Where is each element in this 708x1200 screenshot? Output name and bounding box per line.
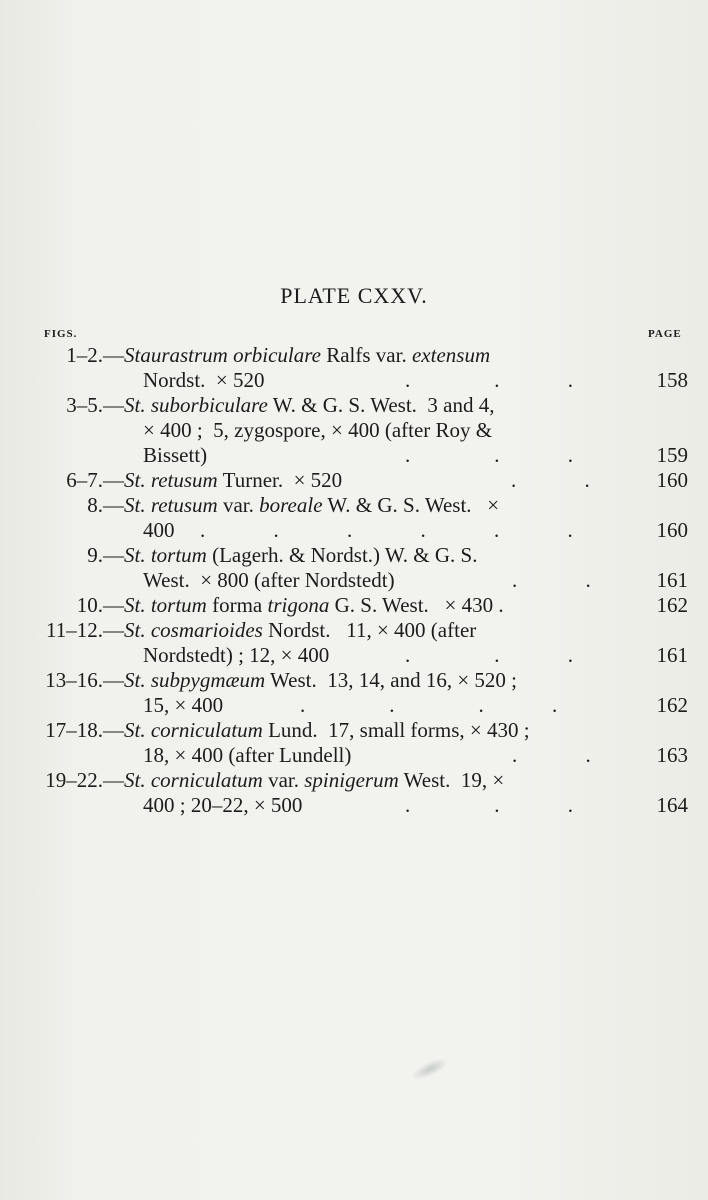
entry-text: St. subpygmæum West. 13, 14, and 16, × 520 ;	[124, 668, 518, 692]
entry-text: St. suborbiculare W. & G. S. West. 3 and 4,	[124, 393, 495, 417]
entry-text: St. cosmarioides Nordst. 11, × 400 (after	[124, 618, 477, 642]
entry-text-continued: 15, × 400	[143, 693, 224, 717]
leader-dots: . . .	[405, 368, 573, 392]
page-number: 161	[656, 568, 688, 592]
figure-list	[0, 343, 708, 818]
leader-dots: . . . .	[300, 693, 558, 717]
figure-number: 10.—	[76, 593, 124, 617]
plate-title: PLATE CXXV.	[280, 283, 428, 308]
entry-text-continued: Nordstedt) ; 12, × 400	[143, 643, 330, 667]
leader-dots: . . . . . .	[200, 518, 573, 542]
figure-number: 13–16.—	[45, 668, 124, 692]
figure-entry	[0, 493, 708, 543]
leader-dots: . .	[512, 568, 591, 592]
figure-entry	[0, 668, 708, 718]
figure-number: 19–22.—	[45, 768, 124, 792]
figure-number: 1–2.—	[66, 343, 124, 367]
figure-entry	[0, 393, 708, 468]
page-column-header: PAGE	[648, 328, 682, 340]
entry-text: St. tortum (Lagerh. & Nordst.) W. & G. S.	[124, 543, 478, 567]
figure-entry	[0, 593, 708, 618]
entry-text: St. corniculatum var. spinigerum West. 19, ×	[124, 768, 505, 792]
page-number: 162	[656, 693, 688, 717]
page-number: 161	[656, 643, 688, 667]
page-number: 159	[656, 443, 688, 467]
figs-column-header: FIGS.	[44, 328, 78, 340]
entry-text-continued: 400 ; 20–22, × 500	[143, 793, 303, 817]
entry-text-continued: 18, × 400 (after Lundell)	[143, 743, 352, 767]
page-number: 160	[656, 468, 688, 492]
page-number: 160	[656, 518, 688, 542]
entry-text-continued: West. × 800 (after Nordstedt)	[143, 568, 395, 592]
page-number: 158	[656, 368, 688, 392]
figure-entry	[0, 618, 708, 668]
figure-entry	[0, 768, 708, 818]
figure-entry	[0, 343, 708, 393]
entry-text-continued: × 400 ; 5, zygospore, × 400 (after Roy &	[143, 418, 493, 442]
figure-entry	[0, 543, 708, 593]
entry-text-continued: Bissett)	[143, 443, 208, 467]
entry-text: St. retusum var. boreale W. & G. S. West. ×	[124, 493, 500, 517]
leader-dots: . .	[512, 743, 591, 767]
leader-dots: . . .	[405, 443, 573, 467]
leader-dots: . .	[511, 468, 590, 492]
figure-entry	[0, 468, 708, 493]
entry-text: St. retusum Turner. × 520	[124, 468, 343, 492]
leader-dots: . . .	[405, 643, 573, 667]
figure-number: 8.—	[87, 493, 124, 517]
entry-text: Staurastrum orbiculare Ralfs var. extensum	[124, 343, 491, 367]
figure-number: 9.—	[87, 543, 124, 567]
figure-number: 6–7.—	[66, 468, 124, 492]
entry-text: St. corniculatum Lund. 17, small forms, × 430 ;	[124, 718, 530, 742]
page-number: 164	[656, 793, 688, 817]
figure-number: 11–12.—	[46, 618, 124, 642]
entry-text-continued: Nordst. × 520	[143, 368, 265, 392]
figure-entry	[0, 718, 708, 768]
figure-number: 3–5.—	[66, 393, 124, 417]
entry-text-continued: 400	[143, 518, 175, 542]
page-number: 162	[656, 593, 688, 617]
page-number: 163	[656, 743, 688, 767]
entry-text: St. tortum forma trigona G. S. West. × 430 .	[124, 593, 504, 617]
page-smudge	[409, 1054, 451, 1084]
leader-dots: . . .	[405, 793, 573, 817]
figure-number: 17–18.—	[45, 718, 124, 742]
